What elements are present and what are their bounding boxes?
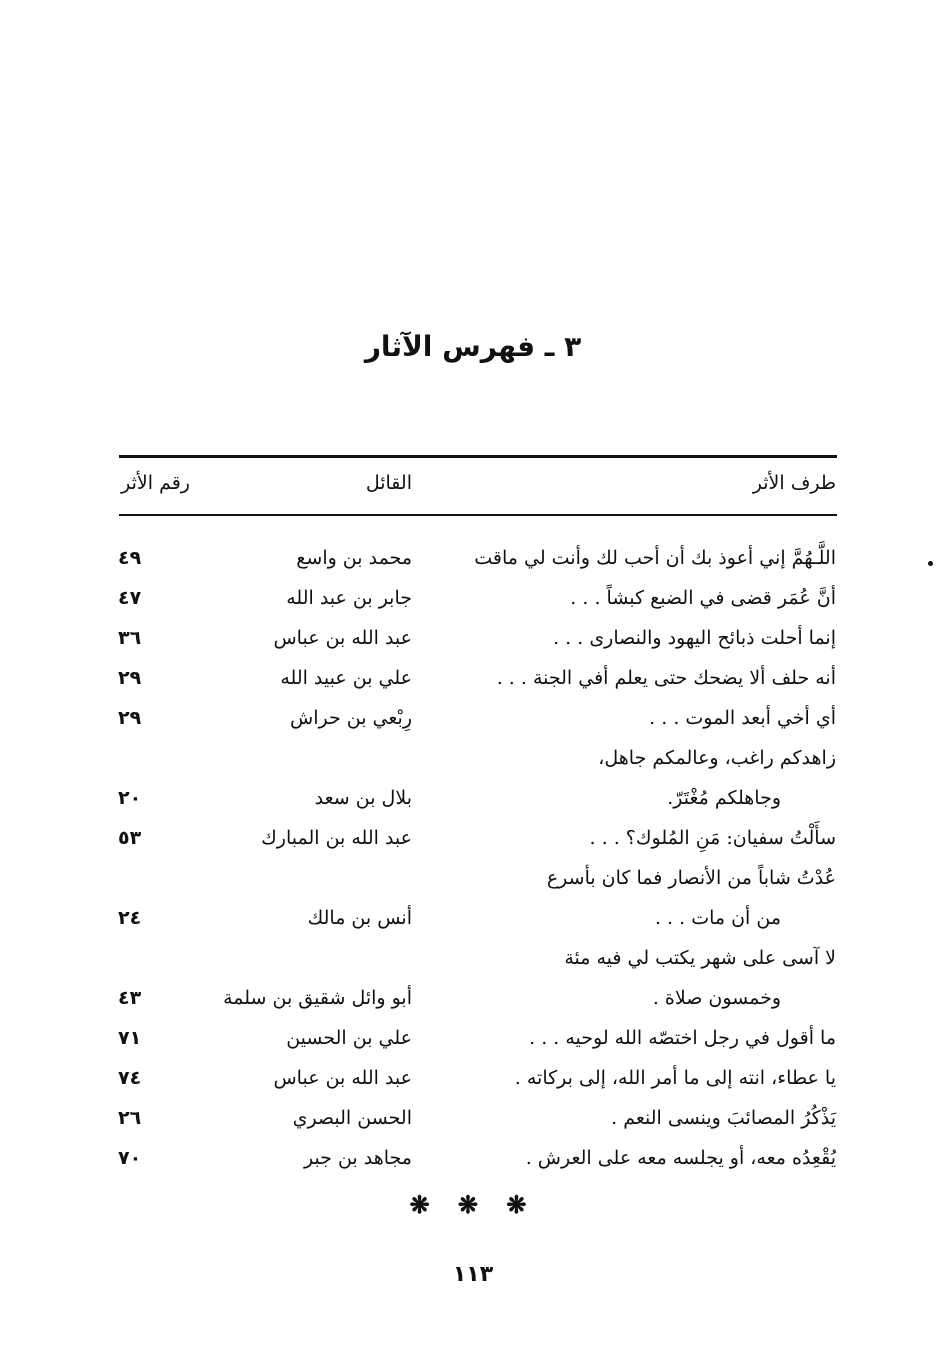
speaker-name: مجاهد بن جبر (303, 1147, 412, 1169)
athar-text: ما أقول في رجل اختصّه الله لوحيه . . . (529, 1027, 836, 1049)
table-row (0, 738, 946, 778)
table-row (0, 938, 946, 978)
speaker-name: عبد الله بن المبارك (261, 827, 412, 849)
athar-number: ٢٤ (118, 907, 142, 929)
header-speaker-column: القائل (365, 472, 412, 494)
athar-number: ٧١ (118, 1027, 142, 1049)
table-row (0, 858, 946, 898)
athar-text: أي أخي أبعد الموت . . . (649, 707, 836, 729)
athar-number: ٣٦ (118, 627, 142, 649)
athar-number: ٤٧ (118, 587, 142, 609)
athar-text-continuation: من أن مات . . . (654, 907, 781, 929)
speaker-name: بلال بن سعد (314, 787, 412, 809)
margin-dot (928, 561, 933, 566)
page-number: ١١٣ (452, 1262, 494, 1287)
speaker-name: علي بن الحسين (286, 1027, 412, 1049)
speaker-name: عبد الله بن عباس (273, 627, 412, 649)
table-header-rule (119, 514, 837, 516)
table-row (0, 898, 946, 938)
athar-text: لا آسى على شهر يكتب لي فيه مئة (564, 947, 836, 969)
table-row (0, 978, 946, 1018)
athar-number: ٤٩ (118, 547, 142, 569)
speaker-name: جابر بن عبد الله (286, 587, 412, 609)
athar-text: يُقْعِدُه معه، أو يجلسه معه على العرش . (525, 1147, 836, 1169)
speaker-name: عبد الله بن عباس (273, 1067, 412, 1089)
table-row (0, 658, 946, 698)
section-end-ornament: ❋ ❋ ❋ (409, 1190, 537, 1219)
athar-text: زاهدكم راغب، وعالمكم جاهل، (598, 747, 836, 769)
athar-text: يا عطاء، انته إلى ما أمر الله، إلى بركاته . (514, 1067, 836, 1089)
athar-number: ٤٣ (118, 987, 142, 1009)
athar-text: سأَلْتُ سفيان: مَنِ المُلوك؟ . . . (589, 827, 836, 849)
table-row (0, 578, 946, 618)
athar-text-continuation: وجاهلكم مُغْتَرّ. (667, 787, 781, 809)
index-table-body (0, 538, 946, 1178)
athar-text: أنَّ عُمَر قضى في الضبع كبشاً . . . (570, 587, 836, 609)
table-row (0, 538, 946, 578)
table-row (0, 1138, 946, 1178)
header-text-column: طرف الأثر (752, 472, 836, 494)
athar-text: اللَّـهُمَّ إني أعوذ بك أن أحب لك وأنت لي ماقت (474, 547, 836, 569)
header-number-column: رقم الأثر (121, 472, 190, 494)
table-row (0, 618, 946, 658)
athar-text: أنه حلف ألا يضحك حتى يعلم أفي الجنة . . . (496, 667, 836, 689)
speaker-name: رِبْعي بن حراش (290, 707, 412, 729)
table-row (0, 698, 946, 738)
athar-text: يَذْكُرُ المصائبَ وينسى النعم . (611, 1107, 836, 1129)
table-row (0, 1018, 946, 1058)
page-title: ٣ ـ فهرس الآثار (364, 330, 582, 363)
athar-number: ٢٩ (118, 707, 142, 729)
athar-text: إنما أحلت ذبائح اليهود والنصارى . . . (553, 627, 836, 649)
athar-number: ٥٣ (118, 827, 142, 849)
table-row (0, 818, 946, 858)
athar-number: ٢٠ (118, 787, 142, 809)
athar-number: ٢٦ (118, 1107, 142, 1129)
athar-number: ٢٩ (118, 667, 142, 689)
athar-number: ٧٠ (118, 1147, 142, 1169)
table-top-rule (119, 455, 837, 458)
speaker-name: علي بن عبيد الله (280, 667, 412, 689)
speaker-name: الحسن البصري (292, 1107, 412, 1129)
table-row (0, 778, 946, 818)
athar-text: عُدْتُ شاباً من الأنصار فما كان بأسرع (546, 867, 836, 889)
table-row (0, 1098, 946, 1138)
speaker-name: أبو وائل شقيق بن سلمة (223, 987, 412, 1009)
athar-text-continuation: وخمسون صلاة . (652, 987, 781, 1009)
speaker-name: محمد بن واسع (296, 547, 412, 569)
athar-number: ٧٤ (118, 1067, 142, 1089)
table-row (0, 1058, 946, 1098)
speaker-name: أنس بن مالك (307, 907, 412, 929)
